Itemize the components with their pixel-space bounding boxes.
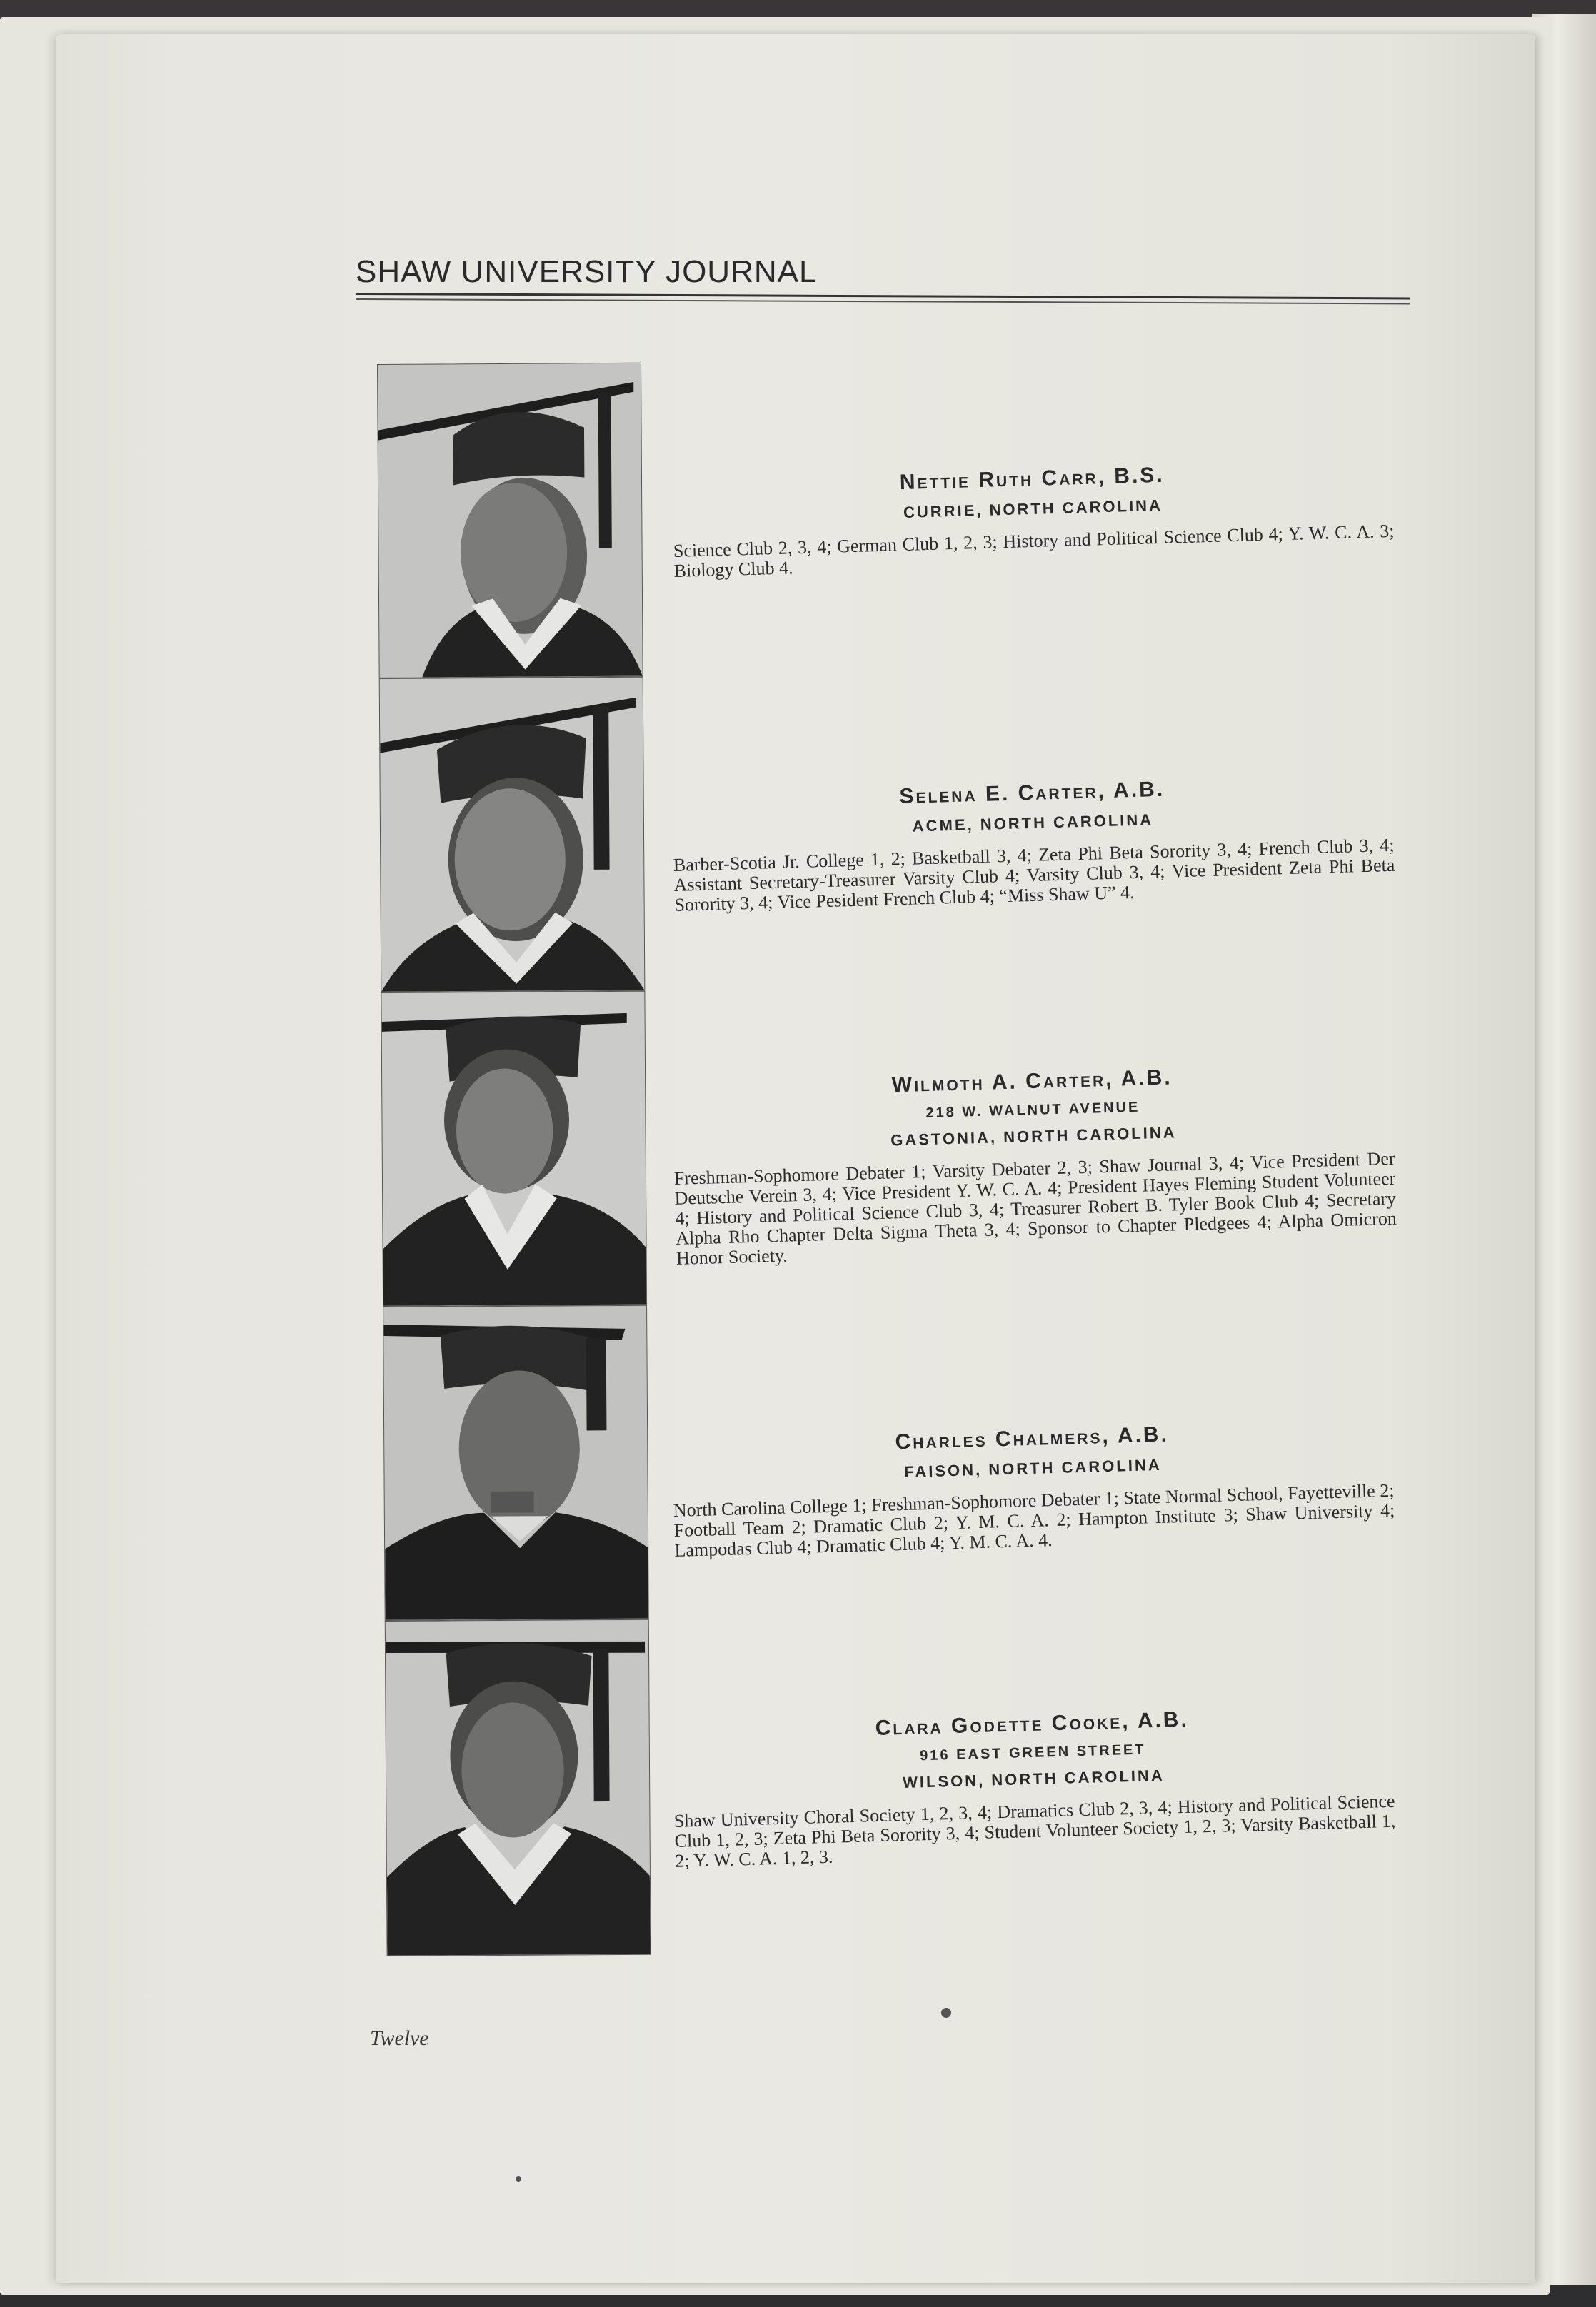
graduate-hometown: WILSON, NORTH CAROLINA bbox=[902, 1766, 1165, 1791]
portrait-photo-carr bbox=[377, 363, 643, 678]
graduate-activities: Science Club 2, 3, 4; German Club 1, 2, 3; History and Political Science Club 4; Y. W. C. A. 3; Biology Club 4. bbox=[673, 520, 1395, 581]
portrait-photo-cooke bbox=[385, 1619, 651, 1956]
graduate-entry-carr bbox=[671, 457, 1395, 581]
graduate-activities: Freshman-Sophomore Debater 1; Varsity Debater 2, 3; Shaw Journal 3, 4; Vice President Der Deutsche Verein 3, 4; Vice President Y. W. C. A. 4; President Hayes Fleming Student Volunteer 4; History and Political Science Club 3, 4; Treasurer Robert B. Tyler Book Club 4; Secretary Alpha Rho Chapter Delta Sigma Theta 3, 4; Sponsor to Chapter Pledgees 4; Alpha Omicron Honor Society. bbox=[673, 1147, 1397, 1269]
graduate-hometown: FAISON, NORTH CAROLINA bbox=[903, 1455, 1162, 1481]
portrait-photo-chalmers bbox=[383, 1305, 649, 1621]
graduate-portrait-icon bbox=[383, 1306, 648, 1620]
running-head: SHAW UNIVERSITY JOURNAL bbox=[356, 254, 818, 289]
graduate-entry-wilmoth-carter bbox=[671, 1060, 1397, 1269]
graduate-activities: Shaw University Choral Society 1, 2, 3, 4; Dramatics Club 2, 3, 4; History and Political Science Club 1, 2, 3; Zeta Phi Beta Sorority 3, 4; Student Volunteer Society 1, 2, 3; Varsity Basketball 1, 2; Y. W. C. A. 1, 2, 3. bbox=[673, 1790, 1396, 1871]
graduate-activities: Barber-Scotia Jr. College 1, 2; Basketball 3, 4; Zeta Phi Beta Sorority 3, 4; French Club 3, 4; Assistant Secretary-Treasurer Varsity Club 4; Varsity Club 3, 4; Vice President Zeta Phi Beta Sorority 3, 4; Vice Pesident French Club 4; “Miss Shaw U” 4. bbox=[673, 834, 1395, 915]
graduate-hometown: CURRIE, NORTH CAROLINA bbox=[903, 496, 1163, 521]
graduate-entry-chalmers bbox=[671, 1417, 1395, 1561]
ink-speck bbox=[941, 2008, 951, 2018]
graduate-portrait-icon bbox=[381, 992, 646, 1306]
graduate-name: Charles Chalmers, A.B. bbox=[895, 1422, 1170, 1454]
graduate-entry-cooke bbox=[671, 1702, 1396, 1871]
portrait-strip bbox=[377, 363, 656, 1964]
graduate-portrait-icon bbox=[378, 363, 643, 678]
graduate-name: Clara Godette Cooke, A.B. bbox=[875, 1707, 1190, 1741]
graduate-name: Wilmoth A. Carter, A.B. bbox=[891, 1065, 1173, 1097]
portrait-photo-selena-carter bbox=[379, 677, 646, 992]
graduate-hometown: ACME, NORTH CAROLINA bbox=[912, 810, 1154, 835]
graduate-activities: North Carolina College 1; Freshman-Sophomore Debater 1; State Normal School, Fayetteville 2; Football Team 2; Dramatic Club 2; Y. M. C. A. 2; Hampton Institute 3; Shaw University 4; Lampodas Club 4; Dramatic Club 4; Y. M. C. A. 4. bbox=[673, 1479, 1395, 1561]
graduate-name: Nettie Ruth Carr, B.S. bbox=[899, 463, 1165, 495]
graduate-street-address: 218 W. WALNUT AVENUE bbox=[925, 1099, 1140, 1122]
graduate-street-address: 916 EAST GREEN STREET bbox=[919, 1741, 1146, 1764]
ink-speck bbox=[516, 2176, 521, 2182]
graduate-name: Selena E. Carter, A.B. bbox=[899, 777, 1165, 809]
graduate-entry-selena-carter bbox=[671, 771, 1395, 915]
graduate-hometown: GASTONIA, NORTH CAROLINA bbox=[890, 1123, 1177, 1150]
graduate-portrait-icon bbox=[380, 678, 645, 992]
portrait-photo-wilmoth-carter bbox=[381, 991, 647, 1307]
page-number: Twelve bbox=[370, 2026, 429, 2050]
graduate-portrait-icon bbox=[386, 1620, 651, 1956]
